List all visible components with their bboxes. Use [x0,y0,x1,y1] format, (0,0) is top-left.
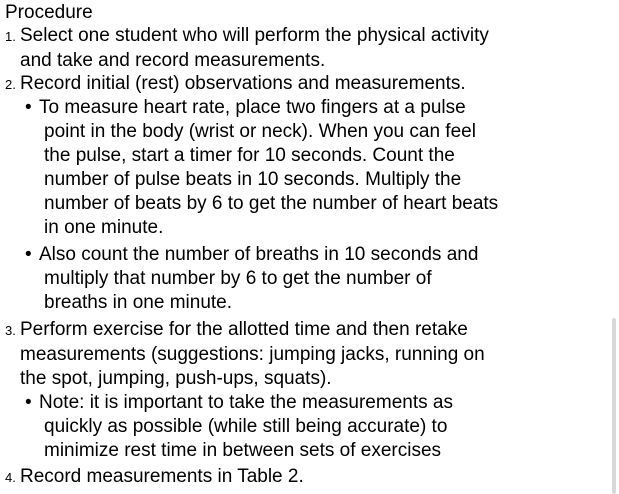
bullet-icon: • [25,244,32,265]
bullet-breaths [25,243,478,315]
step-text: Select one student who will perform the physical activity [20,25,489,46]
bullet-icon: • [25,97,32,118]
bullet-text: To measure heart rate, place two fingers at a pulse [39,97,466,118]
page-title: Procedure [5,2,93,23]
step-text: the spot, jumping, push-ups, squats). [20,368,332,389]
bullet-note [25,391,453,463]
bullet-text: in one minute. [44,217,164,238]
step-number: 3. [5,323,16,338]
step-3 [5,318,605,391]
step-1 [5,24,605,73]
step-text: Perform exercise for the allotted time and then retake [20,319,468,340]
step-number: 2. [5,77,16,92]
vertical-scrollbar[interactable] [612,318,616,494]
bullet-text: number of pulse beats in 10 seconds. Multiply the [44,169,462,190]
bullet-text: minimize rest time in between sets of exercises [44,440,442,461]
bullet-text: multiply that number by 6 to get the number of [44,268,432,289]
bullet-text: number of beats by 6 to get the number of heart beats [44,193,499,214]
step-number: 1. [5,29,16,44]
step-text: and take and record measurements. [20,50,326,71]
bullet-heart-rate [25,96,498,240]
step-text: Record initial (rest) observations and measurements. [20,73,466,94]
step-4 [5,465,605,490]
bullet-icon: • [25,392,32,413]
step-text: measurements (suggestions: jumping jacks, running on [20,344,485,365]
step-text: Record measurements in Table 2. [20,466,304,487]
bullet-text: breaths in one minute. [44,292,233,313]
step-number: 4. [5,470,16,485]
step-2 [5,72,605,97]
bullet-text: Also count the number of breaths in 10 seconds and [39,244,479,265]
bullet-text: Note: it is important to take the measurements as [39,392,453,413]
bullet-text: point in the body (wrist or neck). When you can feel [44,121,476,142]
bullet-text: quickly as possible (while still being accurate) to [44,416,448,437]
bullet-text: the pulse, start a timer for 10 seconds. Count the [44,145,455,166]
